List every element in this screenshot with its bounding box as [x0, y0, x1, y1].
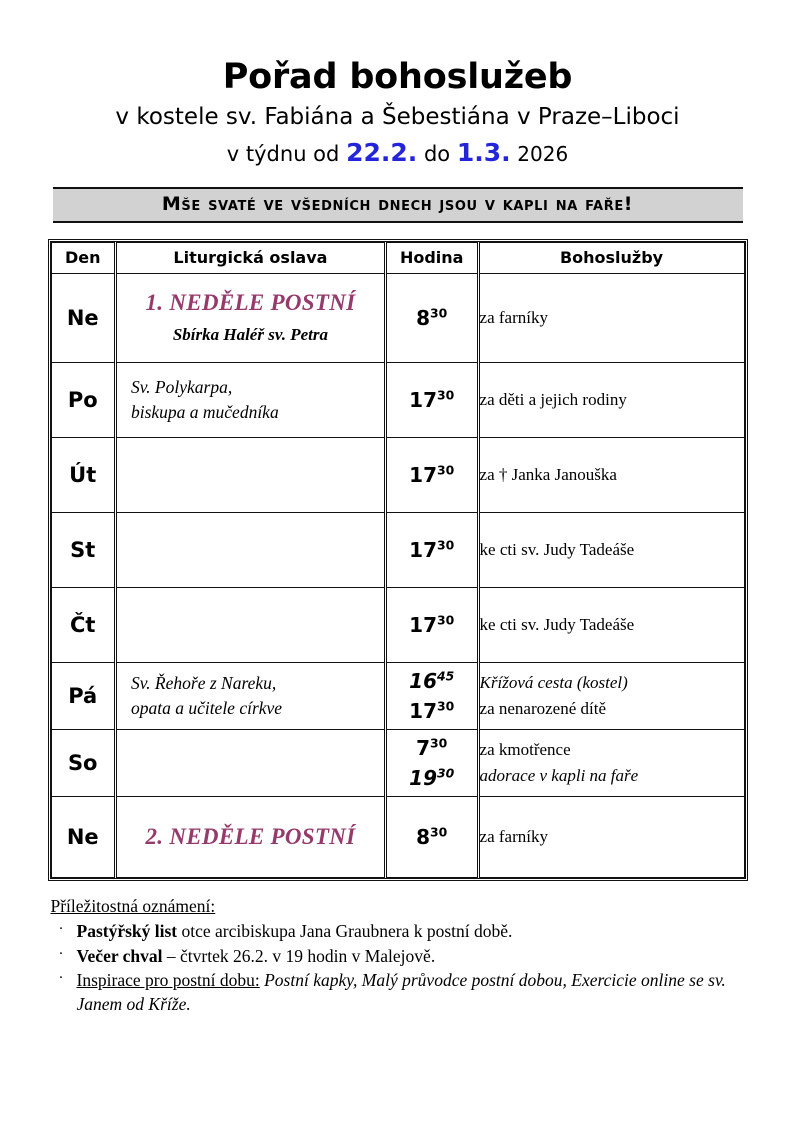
- cell-hour: [385, 362, 478, 437]
- cell-celebration: [115, 662, 385, 729]
- cell-celebration: [115, 587, 385, 662]
- cell-hour: [385, 587, 478, 662]
- time-entry: [387, 385, 477, 415]
- announcements-list: [51, 920, 751, 1017]
- time-minutes: 45: [437, 667, 455, 683]
- church-subtitle: v kostele sv. Fabiána a Šebestiána v Praze–Liboci: [115, 104, 680, 131]
- time-minutes: 30: [437, 461, 455, 477]
- saint-line: Sv. Řehoře z Nareku,: [130, 673, 277, 694]
- cell-celebration: [115, 512, 385, 587]
- cell-celebration: [115, 362, 385, 437]
- service-entry: ke cti sv. Judy Tadeáše: [479, 614, 635, 634]
- table-row: [51, 362, 744, 437]
- service-entry: za děti a jejich rodiny: [479, 389, 627, 409]
- table-row: [51, 662, 744, 729]
- service-entry: za farníky: [479, 826, 548, 846]
- time-minutes: 30: [437, 764, 455, 780]
- announcement-text: otce arcibiskupa Jana Graubnera k postní době.: [177, 921, 513, 942]
- bullet-icon: ·: [58, 970, 64, 987]
- cell-services: [478, 729, 744, 796]
- cell-hour: [385, 662, 478, 729]
- service-entry: ke cti sv. Judy Tadeáše: [479, 539, 635, 559]
- weekday-mass-banner: Mše svaté ve všedních dnech jsou v kapli na faře!: [53, 187, 743, 223]
- cell-day: Pá: [51, 662, 115, 729]
- time-entry: [387, 822, 477, 852]
- time-hour: 17: [409, 462, 438, 487]
- week-prefix-label: v týdnu od: [226, 142, 340, 167]
- cell-day: Čt: [51, 587, 115, 662]
- table-row: [51, 437, 744, 512]
- cell-services: [478, 512, 744, 587]
- column-header-day: Den: [51, 242, 115, 273]
- time-entry: [387, 535, 477, 565]
- table-header: [51, 242, 744, 273]
- cell-services: [478, 362, 744, 437]
- service-entry: adorace v kapli na faře: [479, 765, 639, 785]
- service-entry: za nenarozené dítě: [479, 698, 607, 718]
- list-item: [51, 920, 751, 944]
- time-hour: 17: [409, 537, 438, 562]
- bullet-icon: ·: [58, 921, 64, 938]
- cell-services: [478, 796, 744, 877]
- time-hour: 7: [416, 735, 431, 760]
- time-entry: [387, 733, 477, 763]
- time-minutes: 30: [430, 823, 448, 839]
- time-hour: 17: [409, 612, 438, 637]
- time-hour: 17: [409, 698, 438, 723]
- list-item: [51, 945, 751, 969]
- lent-sunday-title: 1. NEDĚLE POSTNÍ: [145, 290, 356, 316]
- table-row: [51, 587, 744, 662]
- table-header-row: [51, 242, 744, 273]
- cell-day: So: [51, 729, 115, 796]
- cell-celebration: [115, 729, 385, 796]
- time-entry: [387, 666, 477, 696]
- saint-line: opata a učitele církve: [130, 697, 283, 718]
- notice-banner-wrapper: [53, 187, 743, 223]
- column-header-celebration: Liturgická oslava: [115, 242, 385, 273]
- time-minutes: 30: [437, 697, 455, 713]
- date-to: 1.3.: [456, 138, 511, 168]
- time-hour: 8: [416, 824, 431, 849]
- year-label: 2026: [517, 142, 569, 167]
- time-hour: 19: [409, 765, 438, 790]
- saint-line: biskupa a mučedníka: [130, 401, 279, 422]
- column-header-services: Bohoslužby: [478, 242, 744, 273]
- cell-services: [478, 587, 744, 662]
- time-minutes: 30: [430, 304, 448, 320]
- service-entry: za farníky: [479, 307, 548, 327]
- bullet-icon: ·: [58, 945, 64, 962]
- schedule-table-wrapper: [48, 239, 748, 881]
- time-hour: 16: [409, 668, 438, 693]
- time-minutes: 30: [430, 734, 448, 750]
- time-hour: 17: [409, 387, 438, 412]
- announcement-bold: Pastýřský list: [76, 921, 178, 942]
- schedule-table: [51, 242, 745, 878]
- time-entry: [387, 303, 477, 333]
- time-hour: 8: [416, 305, 431, 330]
- cell-services: [478, 662, 744, 729]
- cell-hour: [385, 512, 478, 587]
- time-entry: [387, 460, 477, 490]
- collection-note: Sbírka Haléř sv. Petra: [172, 325, 329, 345]
- cell-services: [478, 437, 744, 512]
- service-entry: za kmotřence: [479, 740, 571, 760]
- time-minutes: 30: [437, 536, 455, 552]
- time-entry: [387, 696, 477, 726]
- cell-services: [478, 273, 744, 362]
- table-row: [51, 512, 744, 587]
- cell-day: Ne: [51, 796, 115, 877]
- cell-hour: [385, 273, 478, 362]
- cell-hour: [385, 437, 478, 512]
- cell-hour: [385, 729, 478, 796]
- announcement-text: – čtvrtek 26.2. v 19 hodin v Malejově.: [162, 945, 436, 966]
- week-range: [0, 137, 795, 170]
- table-row: [51, 729, 744, 796]
- cell-day: St: [51, 512, 115, 587]
- week-middle-label: do: [423, 142, 451, 167]
- table-row: [51, 796, 744, 877]
- page-title: Pořad bohoslužeb: [222, 57, 573, 97]
- cell-hour: [385, 796, 478, 877]
- announcements-heading: Příležitostná oznámení:: [50, 895, 216, 916]
- saint-line: Sv. Polykarpa,: [130, 377, 233, 398]
- service-entry: Křížová cesta (kostel): [479, 673, 628, 693]
- cell-day: Út: [51, 437, 115, 512]
- time-entry: [387, 763, 477, 793]
- time-minutes: 30: [437, 611, 455, 627]
- date-from: 22.2.: [346, 138, 418, 168]
- cell-celebration: [115, 273, 385, 362]
- cell-celebration: [115, 437, 385, 512]
- table-row: [51, 273, 744, 362]
- service-entry: za † Janka Janouška: [479, 464, 617, 484]
- lent-sunday-title: 2. NEDĚLE POSTNÍ: [145, 823, 356, 849]
- time-entry: [387, 610, 477, 640]
- cell-day: Po: [51, 362, 115, 437]
- cell-celebration: [115, 796, 385, 877]
- announcement-italic: Postní kapky, Malý průvodce postní dobou, Exercicie online se sv. Janem od Kříže.: [76, 970, 726, 1015]
- time-minutes: 30: [437, 386, 455, 402]
- column-header-hour: Hodina: [385, 242, 478, 273]
- list-item: [51, 969, 751, 1016]
- announcement-bold: Večer chval: [76, 945, 163, 966]
- announcements-section: [45, 895, 751, 1017]
- table-body: [51, 273, 744, 877]
- announcement-underlined: Inspirace pro postní dobu:: [76, 970, 260, 991]
- document-header: [0, 0, 795, 170]
- cell-day: Ne: [51, 273, 115, 362]
